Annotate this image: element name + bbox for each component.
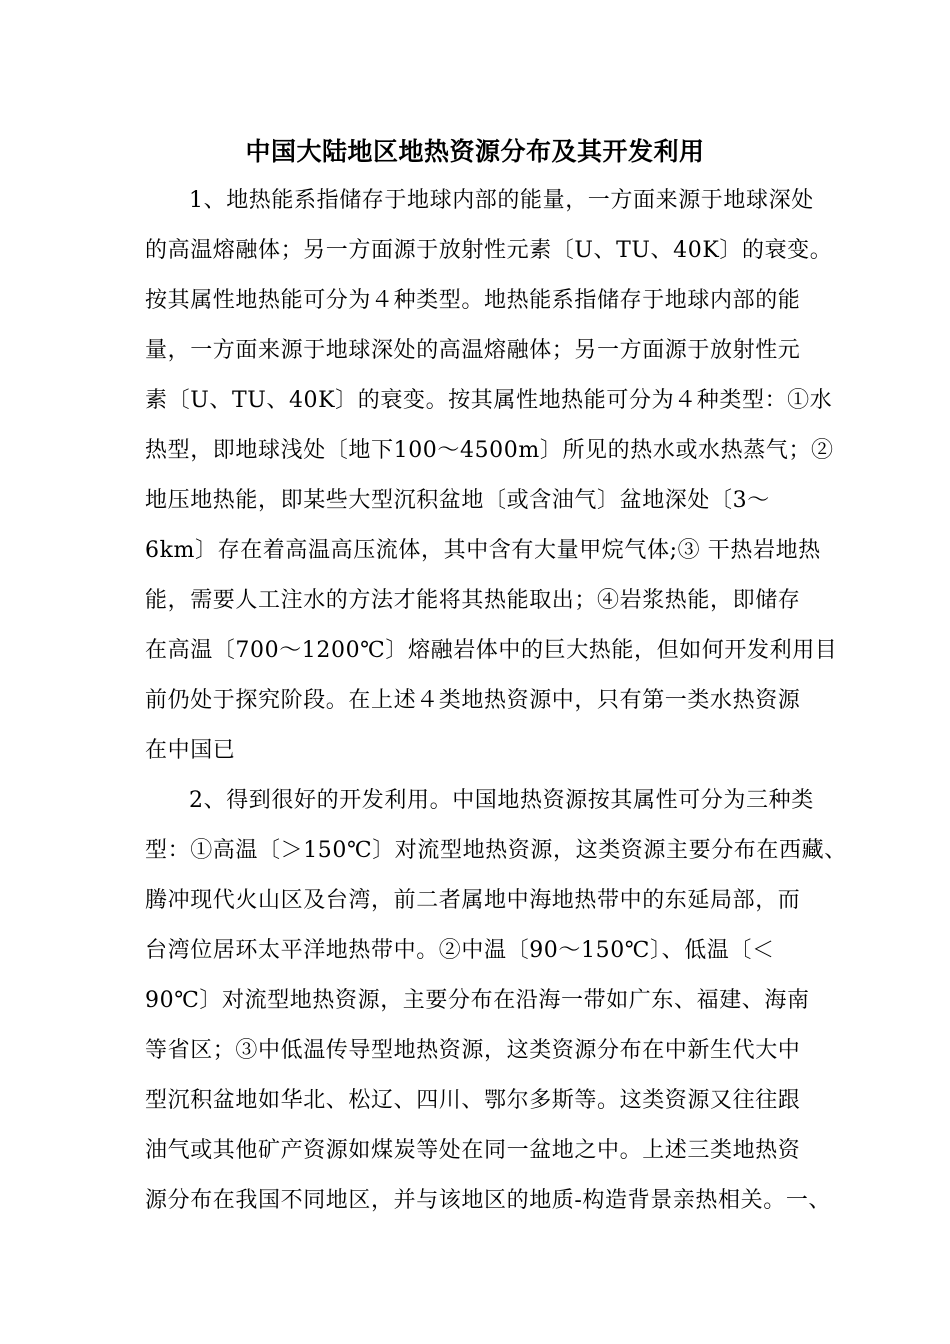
paragraph-2-line-5: 90℃〕对流型地热资源，主要分布在沿海一带如广东、福建、海南 bbox=[145, 988, 810, 1013]
paragraph-1-line-1: 1、地热能系指储存于地球内部的能量，一方面来源于地球深处 bbox=[189, 188, 814, 213]
paragraph-1-line-9: 能，需要人工注水的方法才能将其热能取出；④岩浆热能，即储存 bbox=[145, 588, 801, 613]
paragraph-2-line-7: 型沉积盆地如华北、松辽、四川、鄂尔多斯等。这类资源又往往跟 bbox=[145, 1088, 801, 1113]
paragraph-2-line-2: 型：①高温〔＞150℃〕对流型地热资源，这类资源主要分布在西藏、 bbox=[145, 838, 847, 863]
paragraph-1-line-7: 地压地热能，即某些大型沉积盆地〔或含油气〕盆地深处〔3～ bbox=[145, 488, 770, 513]
paragraph-1-line-2: 的高温熔融体；另一方面源于放射性元素〔U、TU、40K〕的衰变。 bbox=[145, 238, 833, 263]
paragraph-2-line-1: 2、得到很好的开发利用。中国地热资源按其属性可分为三种类 bbox=[189, 788, 814, 813]
paragraph-1-line-5: 素〔U、TU、40K〕的衰变。按其属性地热能可分为４种类型：①水 bbox=[145, 388, 833, 413]
paragraph-1-line-10: 在高温〔700～1200℃〕熔融岩体中的巨大热能，但如何开发利用目 bbox=[145, 638, 838, 663]
paragraph-2-line-9: 源分布在我国不同地区，并与该地区的地质-构造背景亲热相关。一、 bbox=[145, 1188, 832, 1213]
paragraph-1-line-8: 6km〕存在着高温高压流体，其中含有大量甲烷气体;③ 干热岩地热 bbox=[145, 538, 821, 563]
paragraph-1-line-3: 按其属性地热能可分为４种类型。地热能系指储存于地球内部的能 bbox=[145, 288, 801, 313]
document-title: 中国大陆地区地热资源分布及其开发利用 bbox=[245, 137, 705, 166]
paragraph-1-line-6: 热型，即地球浅处〔地下100～4500m〕所见的热水或水热蒸气；② bbox=[145, 438, 834, 463]
paragraph-2-line-4: 台湾位居环太平洋地热带中。②中温〔90～150℃〕、低温〔＜ bbox=[145, 938, 775, 963]
paragraph-1-line-12: 在中国已 bbox=[145, 738, 236, 763]
paragraph-2-line-6: 等省区；③中低温传导型地热资源，这类资源分布在中新生代大中 bbox=[145, 1038, 801, 1063]
paragraph-1-line-4: 量，一方面来源于地球深处的高温熔融体；另一方面源于放射性元 bbox=[145, 338, 801, 363]
paragraph-1-line-11: 前仍处于探究阶段。在上述４类地热资源中，只有第一类水热资源 bbox=[145, 688, 801, 713]
paragraph-2-line-8: 油气或其他矿产资源如煤炭等处在同一盆地之中。上述三类地热资 bbox=[145, 1138, 801, 1163]
paragraph-2-line-3: 腾冲现代火山区及台湾，前二者属地中海地热带中的东延局部，而 bbox=[145, 888, 801, 913]
